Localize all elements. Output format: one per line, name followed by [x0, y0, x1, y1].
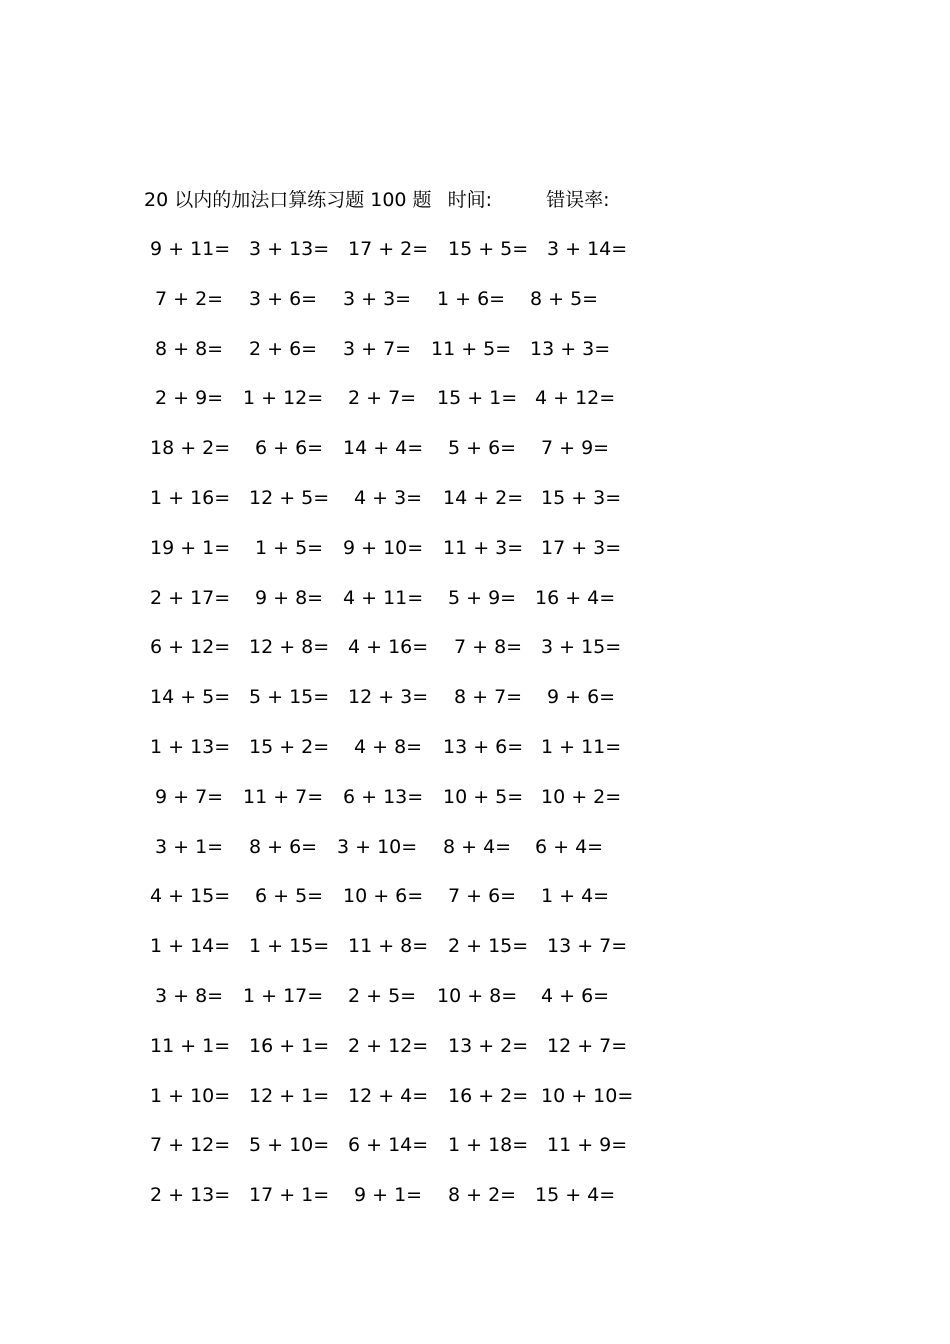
problem-item: 6 + 12= [150, 636, 231, 658]
problem-item: 10 + 10= [541, 1085, 634, 1107]
problem-item: 1 + 11= [541, 736, 622, 758]
problem-item: 1 + 15= [249, 935, 330, 957]
problem-item: 10 + 8= [437, 985, 518, 1007]
problem-item: 7 + 9= [541, 437, 610, 459]
problem-item: 8 + 5= [530, 288, 599, 310]
problem-item: 1 + 16= [150, 487, 231, 509]
problem-item: 2 + 5= [348, 985, 417, 1007]
problem-item: 3 + 10= [337, 836, 418, 858]
problem-item: 2 + 13= [150, 1184, 231, 1206]
problem-item: 1 + 18= [448, 1134, 529, 1156]
problem-item: 6 + 4= [535, 836, 604, 858]
problem-item: 17 + 2= [348, 238, 429, 260]
problem-item: 4 + 6= [541, 985, 610, 1007]
problem-item: 13 + 6= [443, 736, 524, 758]
problem-item: 5 + 9= [448, 587, 517, 609]
problem-item: 12 + 5= [249, 487, 330, 509]
problem-item: 2 + 17= [150, 587, 231, 609]
problem-item: 14 + 2= [443, 487, 524, 509]
problem-item: 8 + 6= [249, 836, 318, 858]
problem-item: 11 + 7= [243, 786, 324, 808]
problem-item: 14 + 5= [150, 686, 231, 708]
problem-item: 3 + 7= [343, 338, 412, 360]
problem-item: 6 + 6= [255, 437, 324, 459]
problem-item: 11 + 9= [547, 1134, 628, 1156]
problem-item: 1 + 5= [255, 537, 324, 559]
problem-item: 2 + 9= [155, 387, 224, 409]
problem-item: 3 + 13= [249, 238, 330, 260]
problem-item: 1 + 6= [437, 288, 506, 310]
problem-item: 2 + 7= [348, 387, 417, 409]
problem-item: 11 + 1= [150, 1035, 231, 1057]
problem-item: 12 + 4= [348, 1085, 429, 1107]
problem-item: 9 + 8= [255, 587, 324, 609]
problem-item: 8 + 7= [454, 686, 523, 708]
problem-item: 4 + 16= [348, 636, 429, 658]
problem-item: 11 + 5= [431, 338, 512, 360]
problem-item: 13 + 3= [530, 338, 611, 360]
problem-item: 2 + 15= [448, 935, 529, 957]
problem-item: 5 + 6= [448, 437, 517, 459]
problem-item: 8 + 4= [443, 836, 512, 858]
problem-item: 15 + 3= [541, 487, 622, 509]
problem-item: 14 + 4= [343, 437, 424, 459]
problem-item: 2 + 12= [348, 1035, 429, 1057]
problem-item: 15 + 1= [437, 387, 518, 409]
problem-item: 3 + 6= [249, 288, 318, 310]
problem-item: 8 + 8= [155, 338, 224, 360]
problem-item: 7 + 12= [150, 1134, 231, 1156]
problem-item: 15 + 5= [448, 238, 529, 260]
worksheet-title: 20 以内的加法口算练习题 100 题 [144, 189, 432, 211]
problem-item: 12 + 8= [249, 636, 330, 658]
problem-item: 10 + 2= [541, 786, 622, 808]
problem-item: 1 + 12= [243, 387, 324, 409]
problem-item: 16 + 2= [448, 1085, 529, 1107]
problem-item: 17 + 3= [541, 537, 622, 559]
problem-item: 18 + 2= [150, 437, 231, 459]
problem-item: 8 + 2= [448, 1184, 517, 1206]
problem-item: 16 + 1= [249, 1035, 330, 1057]
problem-item: 15 + 2= [249, 736, 330, 758]
problem-item: 4 + 12= [535, 387, 616, 409]
problem-item: 10 + 6= [343, 885, 424, 907]
problem-item: 4 + 11= [343, 587, 424, 609]
problem-item: 17 + 1= [249, 1184, 330, 1206]
problem-item: 1 + 4= [541, 885, 610, 907]
problem-item: 1 + 14= [150, 935, 231, 957]
problem-item: 9 + 10= [343, 537, 424, 559]
problem-item: 3 + 8= [155, 985, 224, 1007]
problem-item: 15 + 4= [535, 1184, 616, 1206]
problem-item: 1 + 10= [150, 1085, 231, 1107]
problem-item: 6 + 13= [343, 786, 424, 808]
problem-item: 4 + 8= [354, 736, 423, 758]
problem-item: 7 + 6= [448, 885, 517, 907]
problem-item: 5 + 10= [249, 1134, 330, 1156]
problem-item: 1 + 13= [150, 736, 231, 758]
problem-item: 3 + 1= [155, 836, 224, 858]
problem-item: 2 + 6= [249, 338, 318, 360]
problem-item: 16 + 4= [535, 587, 616, 609]
time-label: 时间: [447, 189, 493, 211]
problem-item: 12 + 3= [348, 686, 429, 708]
problem-item: 3 + 3= [343, 288, 412, 310]
problem-item: 1 + 17= [243, 985, 324, 1007]
problem-item: 19 + 1= [150, 537, 231, 559]
problem-item: 9 + 6= [547, 686, 616, 708]
problem-item: 7 + 8= [454, 636, 523, 658]
problem-item: 13 + 2= [448, 1035, 529, 1057]
problem-item: 4 + 15= [150, 885, 231, 907]
problem-item: 9 + 7= [155, 786, 224, 808]
problem-item: 9 + 11= [150, 238, 231, 260]
problem-item: 13 + 7= [547, 935, 628, 957]
problem-item: 12 + 1= [249, 1085, 330, 1107]
problem-item: 7 + 2= [155, 288, 224, 310]
problem-item: 6 + 14= [348, 1134, 429, 1156]
problem-item: 5 + 15= [249, 686, 330, 708]
problem-item: 6 + 5= [255, 885, 324, 907]
problem-item: 3 + 15= [541, 636, 622, 658]
problem-item: 9 + 1= [354, 1184, 423, 1206]
problem-item: 4 + 3= [354, 487, 423, 509]
problem-item: 3 + 14= [547, 238, 628, 260]
error-rate-label: 错误率: [546, 189, 610, 211]
problem-item: 11 + 8= [348, 935, 429, 957]
problem-item: 11 + 3= [443, 537, 524, 559]
problem-item: 12 + 7= [547, 1035, 628, 1057]
problem-item: 10 + 5= [443, 786, 524, 808]
